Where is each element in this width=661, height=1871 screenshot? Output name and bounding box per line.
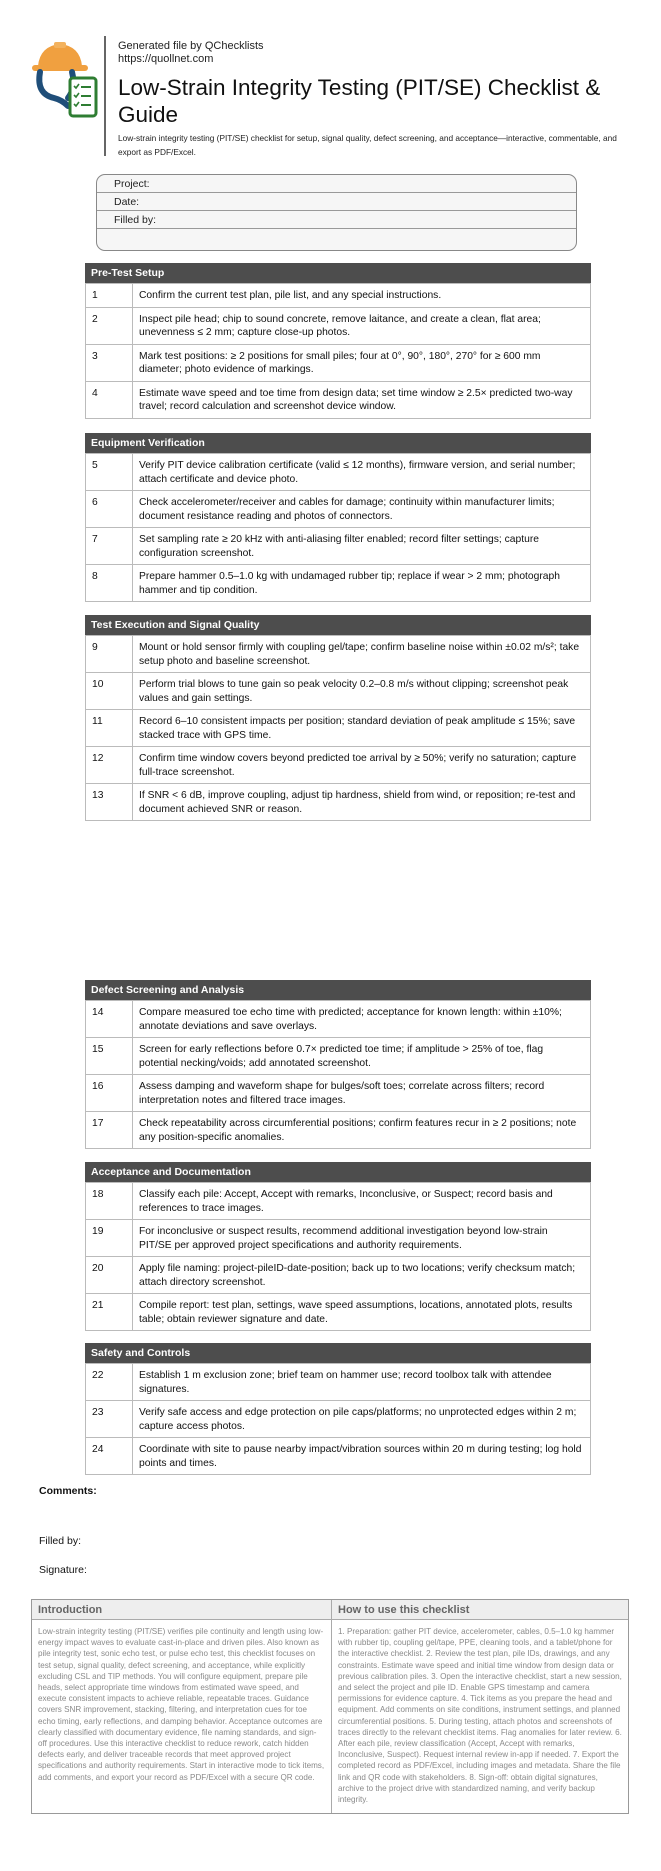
- table-row[interactable]: [86, 565, 591, 602]
- filled-by-field[interactable]: Filled by:: [97, 211, 576, 229]
- item-text: If SNR < 6 dB, improve coupling, adjust tip hardness, shield from wind, or reposition; re-test and document achieved SNR or reason.: [133, 784, 591, 821]
- project-field[interactable]: Project:: [97, 175, 576, 193]
- item-text: Compare measured toe echo time with predicted; acceptance for known length: within ±10%; annotate deviations and save overlays.: [133, 1001, 591, 1038]
- item-number: 15: [86, 1038, 133, 1075]
- table-row[interactable]: [86, 636, 591, 673]
- item-text: Compile report: test plan, settings, wave speed assumptions, locations, annotated plots, results table; obtain reviewer signature and date.: [133, 1294, 591, 1331]
- introduction-column: [32, 1600, 332, 1813]
- item-text: Check repeatability across circumferential positions; confirm features recur in ≥ 2 positions; note any position-specific anomalies.: [133, 1112, 591, 1149]
- hardhat-checklist-logo-icon: [32, 42, 104, 122]
- item-number: 23: [86, 1401, 133, 1438]
- table-row[interactable]: [86, 528, 591, 565]
- generated-by-text: Generated file by QChecklists: [118, 40, 264, 52]
- item-number: 4: [86, 381, 133, 418]
- header-divider: [104, 36, 106, 156]
- item-text: Prepare hammer 0.5–1.0 kg with undamaged rubber tip; replace if wear > 2 mm; photograph hammer and tip condition.: [133, 565, 591, 602]
- item-text: Perform trial blows to tune gain so peak velocity 0.2–0.8 m/s without clipping; screenshot peak values and gain settings.: [133, 673, 591, 710]
- table-row[interactable]: [86, 1401, 591, 1438]
- item-text: Apply file naming: project-pileID-date-position; back up to two locations; verify checksum match; attach directory screenshot.: [133, 1257, 591, 1294]
- table-row[interactable]: [86, 1220, 591, 1257]
- item-number: 5: [86, 454, 133, 491]
- item-text: Estimate wave speed and toe time from design data; set time window ≥ 2.5× predicted two-way travel; record calculation and screenshot device window.: [133, 381, 591, 418]
- item-number: 10: [86, 673, 133, 710]
- item-text: Set sampling rate ≥ 20 kHz with anti-aliasing filter enabled; record filter settings; capture configuration screenshot.: [133, 528, 591, 565]
- section-header: Defect Screening and Analysis: [85, 980, 591, 1000]
- item-text: Classify each pile: Accept, Accept with remarks, Inconclusive, or Suspect; record basis and references to trace images.: [133, 1183, 591, 1220]
- section-safety-controls: [85, 1343, 591, 1475]
- introduction-heading: Introduction: [32, 1600, 331, 1620]
- section-acceptance-documentation: [85, 1162, 591, 1331]
- table-row[interactable]: [86, 1112, 591, 1149]
- item-text: Verify safe access and edge protection on pile caps/platforms; no unprotected edges within 2 m; capture access photos.: [133, 1401, 591, 1438]
- how-to-use-heading: How to use this checklist: [332, 1600, 628, 1620]
- item-text: Mark test positions: ≥ 2 positions for small piles; four at 0°, 90°, 180°, 270° for ≥ 600 mm diameter; photo evidence of markings.: [133, 344, 591, 381]
- checklist-table: [85, 283, 591, 419]
- item-text: Assess damping and waveform shape for bulges/soft toes; correlate across filters; record interpretation notes and filtered trace images.: [133, 1075, 591, 1112]
- item-number: 12: [86, 747, 133, 784]
- page-title: Low-Strain Integrity Testing (PIT/SE) Checklist & Guide: [118, 75, 601, 127]
- item-text: Record 6–10 consistent impacts per position; standard deviation of peak amplitude ≤ 15%; save stacked trace with GPS time.: [133, 710, 591, 747]
- item-number: 24: [86, 1438, 133, 1475]
- item-text: Establish 1 m exclusion zone; brief team on hammer use; record toolbox talk with attendee signatures.: [133, 1364, 591, 1401]
- checklist-table: [85, 1182, 591, 1331]
- section-test-execution: [85, 615, 591, 821]
- table-row[interactable]: [86, 710, 591, 747]
- table-row[interactable]: [86, 381, 591, 418]
- table-row[interactable]: [86, 307, 591, 344]
- filled-by-label[interactable]: Filled by:: [39, 1535, 82, 1547]
- item-number: 8: [86, 565, 133, 602]
- item-text: Mount or hold sensor firmly with coupling gel/tape; confirm baseline noise within ±0.02 m/s²; take setup photo and baseline screenshot.: [133, 636, 591, 673]
- table-row[interactable]: [86, 344, 591, 381]
- table-row[interactable]: [86, 1364, 591, 1401]
- checklist-table: [85, 635, 591, 821]
- checklist-table: [85, 1000, 591, 1149]
- item-number: 13: [86, 784, 133, 821]
- info-box: [31, 1599, 629, 1814]
- table-row[interactable]: [86, 491, 591, 528]
- section-header: Pre-Test Setup: [85, 263, 591, 283]
- item-number: 21: [86, 1294, 133, 1331]
- date-field[interactable]: Date:: [97, 193, 576, 211]
- item-text: Confirm the current test plan, pile list, and any special instructions.: [133, 284, 591, 308]
- how-to-use-text: 1. Preparation: gather PIT device, accelerometer, cables, 0.5–1.0 kg hammer with rubber tip, coupling gel/tape, PPE, cleaning tools, and a tablet/phone for the interactive checklist. 2. Review the test plan, pile IDs, drawings, and any constraints. Estimate wave speed and initial time window from design data or previous calibration piles. 3. Open the interactive checklist, start a new session, and select the project and pile ID. Enable GPS timestamp and camera permissions for evidence capture. 4. Tick items as you prepare the head and equipment. Add comments on site conditions, instrument settings, and planned circumferential positions. 5. During testing, attach photos and screenshots of traces directly to the relevant checklist items. Flag anomalies for later review. 6. After each pile, review classification (Accept, Accept with remarks, Inconclusive, Suspect). Request internal review in-app if needed. 7. Export the completed record as PDF/Excel, including images and metadata. Share the file link and QR code with stakeholders. 8. Sign-off: obtain digital signatures, archive to the project drive with standardized naming, and verify backup integrity.: [338, 1627, 622, 1805]
- section-equipment-verification: [85, 433, 591, 602]
- item-text: For inconclusive or suspect results, recommend additional investigation beyond low-strain PIT/SE per approved project specifications and authority requirements.: [133, 1220, 591, 1257]
- source-url-link[interactable]: https://quollnet.com: [118, 53, 214, 65]
- table-row[interactable]: [86, 673, 591, 710]
- item-number: 16: [86, 1075, 133, 1112]
- checklist-table: [85, 453, 591, 602]
- extra-field[interactable]: [97, 229, 576, 247]
- item-number: 14: [86, 1001, 133, 1038]
- item-text: Confirm time window covers beyond predicted toe arrival by ≥ 50%; verify no saturation; capture full-trace screenshot.: [133, 747, 591, 784]
- item-number: 18: [86, 1183, 133, 1220]
- section-header: Acceptance and Documentation: [85, 1162, 591, 1182]
- table-row[interactable]: [86, 747, 591, 784]
- item-text: Screen for early reflections before 0.7× predicted toe time; if amplitude > 25% of toe, flag potential necking/voids; add annotated screenshot.: [133, 1038, 591, 1075]
- comments-label[interactable]: Comments:: [39, 1485, 97, 1497]
- document-header: [0, 36, 661, 156]
- page-subtitle: Low-strain integrity testing (PIT/SE) checklist for setup, signal quality, defect screening, and acceptance—interactive, commentable, and export as PDF/Excel.: [118, 133, 617, 157]
- table-row[interactable]: [86, 1075, 591, 1112]
- project-info-box: [96, 174, 577, 251]
- section-defect-screening: [85, 980, 591, 1149]
- table-row[interactable]: [86, 1257, 591, 1294]
- table-row[interactable]: [86, 454, 591, 491]
- item-number: 7: [86, 528, 133, 565]
- item-text: Check accelerometer/receiver and cables for damage; continuity within manufacturer limits; document resistance reading and photos of connectors.: [133, 491, 591, 528]
- signature-label[interactable]: Signature:: [39, 1564, 87, 1576]
- table-row[interactable]: [86, 1438, 591, 1475]
- table-row[interactable]: [86, 1038, 591, 1075]
- how-to-use-column: [332, 1600, 628, 1813]
- item-text: Verify PIT device calibration certificate (valid ≤ 12 months), firmware version, and serial number; attach certificate and device photo.: [133, 454, 591, 491]
- item-text: Coordinate with site to pause nearby impact/vibration sources within 20 m during testing; log hold points and times.: [133, 1438, 591, 1475]
- table-row[interactable]: [86, 784, 591, 821]
- introduction-text: Low-strain integrity testing (PIT/SE) verifies pile continuity and length using low-energy impact waves to evaluate cast-in-place and driven piles. Also known as pile integrity test, sonic echo test, or pulse echo test, this checklist focuses on test setup, signal quality, defect screening, and acceptance, while explicitly excluding CSL and TIP methods. You will configure equipment, prepare pile heads, select appropriate time windows from estimated wave speed, and execute consistent impacts to achieve reliable, repeatable traces. Guidance covers SNR improvement, stacking, filtering, and interpretation cues for toe echo timing, early reflections, and damping behavior. Acceptance outcomes are clearly classified with documentary evidence, file naming standards, and sign-off procedures. Use this interactive checklist to reduce rework, catch hidden defects early, and deliver traceable records that meet approved project specifications and authority requirements. Start in interactive mode to tick items, add comments, and export your record as PDF/Excel with a secure QR code.: [38, 1627, 325, 1782]
- table-row[interactable]: [86, 1001, 591, 1038]
- table-row[interactable]: [86, 1294, 591, 1331]
- item-number: 3: [86, 344, 133, 381]
- table-row[interactable]: [86, 284, 591, 308]
- item-number: 22: [86, 1364, 133, 1401]
- table-row[interactable]: [86, 1183, 591, 1220]
- item-number: 19: [86, 1220, 133, 1257]
- item-text: Inspect pile head; chip to sound concrete, remove laitance, and create a clean, flat area; unevenness ≤ 2 mm; capture close-up photos.: [133, 307, 591, 344]
- item-number: 20: [86, 1257, 133, 1294]
- item-number: 11: [86, 710, 133, 747]
- section-header: Safety and Controls: [85, 1343, 591, 1363]
- item-number: 2: [86, 307, 133, 344]
- item-number: 1: [86, 284, 133, 308]
- generator-info: [118, 40, 264, 66]
- item-number: 17: [86, 1112, 133, 1149]
- item-number: 6: [86, 491, 133, 528]
- section-header: Test Execution and Signal Quality: [85, 615, 591, 635]
- checklist-table: [85, 1363, 591, 1475]
- item-number: 9: [86, 636, 133, 673]
- section-pre-test-setup: [85, 263, 591, 419]
- section-header: Equipment Verification: [85, 433, 591, 453]
